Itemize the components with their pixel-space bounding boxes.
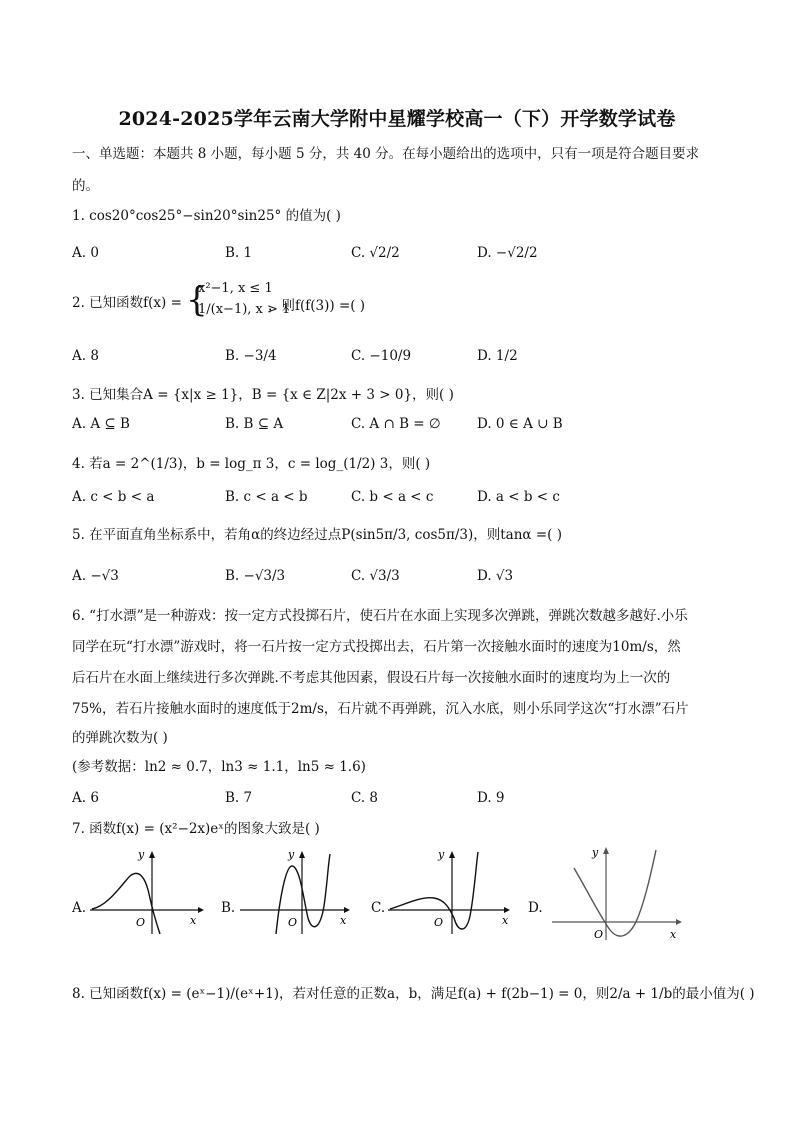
graph-a-y-arrow: [149, 851, 155, 858]
question-7: 7. 函数f(x) = (x²−2x)eˣ的图象大致是( ): [72, 821, 320, 837]
q2-option-a: A. 8: [72, 348, 99, 364]
graph-c-y-arrow: [449, 851, 455, 858]
q5-option-d: D. √3: [477, 568, 514, 584]
q1-option-d: D. −√2/2: [477, 245, 538, 261]
question-5: 5. 在平面直角坐标系中，若角α的终边经过点P(sin5π/3, cos5π/3)，则tanα =( ): [72, 527, 562, 543]
q1-option-c: C. √2/2: [351, 245, 400, 261]
graph-d-origin: O: [594, 928, 604, 941]
q6-option-b: B. 7: [225, 790, 253, 806]
q5-option-c: C. √3/3: [351, 568, 400, 584]
graph-a-curve: [92, 873, 160, 934]
graph-a: [86, 846, 206, 936]
graph-b-y-label: y: [288, 848, 295, 861]
q2-case-2: 1/(x−1), x > 1: [198, 302, 291, 317]
graph-a-origin: O: [136, 916, 146, 929]
q1-option-b: B. 1: [225, 245, 253, 261]
graph-a-y-label: y: [138, 848, 145, 861]
question-6-line-1: 6. “打水漂”是一种游戏：按一定方式投掷石片，使石片在水面上实现多次弹跳，弹跳次数越多越好.小乐: [72, 608, 688, 624]
q5-option-a: A. −√3: [72, 568, 119, 584]
question-2-prefix: 2. 已知函数f(x) =: [72, 295, 182, 311]
graph-c: [386, 846, 516, 936]
q3-option-d: D. 0 ∈ A ∪ B: [477, 416, 563, 432]
q3-option-c: C. A ∩ B = ∅: [351, 416, 441, 432]
section-heading: 一、单选题：本题共 8 小题，每小题 5 分，共 40 分。在每小题给出的选项中，只有一项是符合题目要求: [72, 146, 700, 162]
graph-a-label: A.: [72, 900, 87, 916]
graph-d: [548, 842, 688, 942]
question-6-line-3: 后石片在水面上继续进行多次弹跳.不考虑其他因素，假设石片每一次接触水面时的速度均为上一次的: [72, 670, 671, 686]
q4-option-c: C. b < a < c: [351, 489, 434, 505]
q5-option-b: B. −√3/3: [225, 568, 286, 584]
q6-option-d: D. 9: [477, 790, 505, 806]
question-6-reference: (参考数据：ln2 ≈ 0.7，ln3 ≈ 1.1，ln5 ≈ 1.6): [72, 759, 366, 775]
graph-d-label: D.: [528, 900, 543, 916]
q4-option-d: D. a < b < c: [477, 489, 560, 505]
graph-a-x-arrow: [198, 907, 204, 913]
graph-c-x-label: x: [502, 914, 509, 927]
q3-option-b: B. B ⊆ A: [225, 416, 284, 432]
graph-b-origin: O: [288, 916, 298, 929]
section-heading-cont: 的。: [72, 178, 99, 194]
question-3: 3. 已知集合A = {x|x ≥ 1}，B = {x ∈ Z|2x + 3 > 0}，则( ): [72, 387, 454, 403]
graph-d-curve: [574, 850, 656, 936]
graph-a-x-label: x: [190, 914, 197, 927]
question-8: 8. 已知函数f(x) = (eˣ−1)/(eˣ+1)，若对任意的正数a，b，满足f(a) + f(2b−1) = 0，则2/a + 1/b的最小值为( ): [72, 986, 755, 1002]
question-6-line-4: 75%，若石片接触水面时的速度低于2m/s，石片就不再弹跳，沉入水底，则小乐同学这次“打水漂”石片: [72, 701, 689, 717]
q6-option-a: A. 6: [72, 790, 99, 806]
question-6-line-5: 的弹跳次数为( ): [72, 730, 168, 746]
graph-c-label: C.: [371, 900, 386, 916]
graph-d-y-arrow: [603, 847, 609, 854]
question-2-suffix: ，则f(f(3)) =( ): [268, 298, 366, 314]
q2-option-c: C. −10/9: [351, 348, 412, 364]
graph-d-y-label: y: [592, 846, 599, 859]
graph-c-y-label: y: [438, 848, 445, 861]
question-6-line-2: 同学在玩“打水漂”游戏时，将一石片按一定方式投掷出去，石片第一次接触水面时的速度为10m/s，然: [72, 639, 681, 655]
graph-c-origin: O: [434, 916, 444, 929]
q2-option-d: D. 1/2: [477, 348, 518, 364]
page-title: 2024-2025学年云南大学附中星耀学校高一（下）开学数学试卷: [118, 108, 676, 130]
graph-b-y-arrow: [299, 851, 305, 858]
graph-b-label: B.: [221, 900, 236, 916]
graph-b-curve: [276, 854, 330, 934]
graph-d-x-arrow: [676, 919, 682, 925]
q3-option-a: A. A ⊆ B: [72, 416, 130, 432]
graph-b: [236, 846, 356, 936]
q4-option-b: B. c < a < b: [225, 489, 308, 505]
piecewise-brace: {: [186, 280, 208, 320]
question-1: 1. cos20°cos25°−sin20°sin25° 的值为( ): [72, 208, 341, 224]
q2-option-b: B. −3/4: [225, 348, 277, 364]
question-4: 4. 若a = 2^(1/3)，b = log_π 3，c = log_(1/2) 3，则( ): [72, 456, 431, 472]
q1-option-a: A. 0: [72, 245, 99, 261]
graph-b-x-arrow: [344, 907, 350, 913]
q4-option-a: A. c < b < a: [72, 489, 155, 505]
graph-d-x-label: x: [670, 928, 677, 941]
q2-case-1: x²−1, x ≤ 1: [198, 281, 273, 296]
graph-b-x-label: x: [340, 914, 347, 927]
graph-c-x-arrow: [504, 907, 510, 913]
q6-option-c: C. 8: [351, 790, 379, 806]
